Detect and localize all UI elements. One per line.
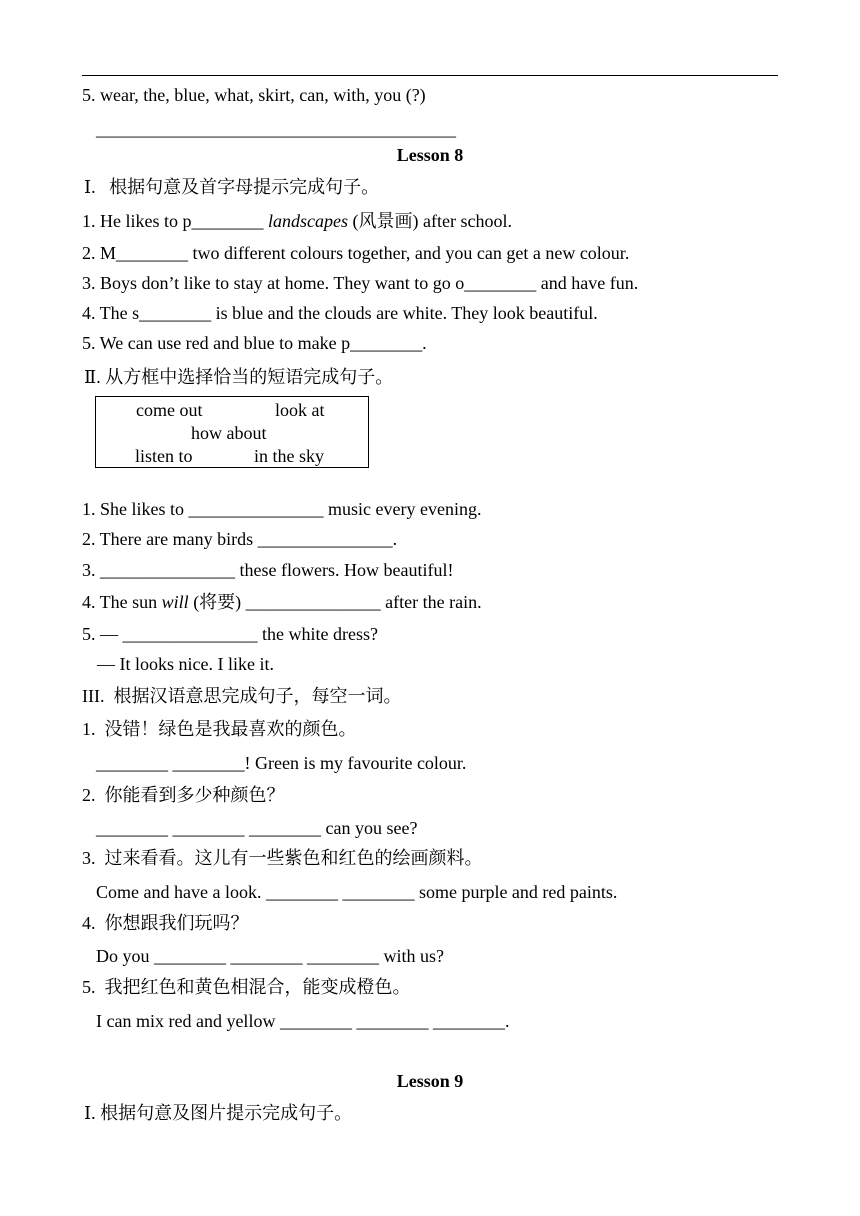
- section-2-heading: Ⅱ. 从方框中选择恰当的短语完成句子。: [84, 367, 394, 387]
- lesson-8-title: Lesson 8: [396, 145, 464, 165]
- phrase-look-at: look at: [275, 400, 325, 420]
- l8-s1-item-5: 5. We can use red and blue to make p________.: [82, 333, 427, 353]
- lesson-9-title: Lesson 9: [396, 1071, 464, 1091]
- l8-s3-item-4-cn: 4. 你想跟我们玩吗？: [82, 913, 249, 933]
- phrase-come-out: come out: [136, 400, 203, 420]
- answer-line: ________________________________________: [96, 119, 456, 139]
- section-3-heading: III. 根据汉语意思完成句子，每空一词。: [82, 686, 402, 706]
- l8-s2-item-5: 5. — _______________ the white dress?: [82, 624, 378, 644]
- l8-s1-item-1: 1. He likes to p________ landscapes (风景画) after school.: [82, 211, 512, 231]
- l8-s3-item-5-en: I can mix red and yellow ________ ________ ________.: [96, 1011, 510, 1031]
- phrase-how-about: how about: [191, 423, 267, 443]
- question-5-scramble: 5. wear, the, blue, what, skirt, can, with, you (?): [82, 85, 426, 105]
- l8-s3-item-3-en: Come and have a look. ________ ________ some purple and red paints.: [96, 882, 618, 902]
- l8-s1-item-3: 3. Boys don’t like to stay at home. They want to go o________ and have fun.: [82, 273, 639, 293]
- l8-s2-item-4: 4. The sun will (将要) _______________ after the rain.: [82, 592, 482, 612]
- l8-s2-item-3: 3. _______________ these flowers. How beautiful!: [82, 560, 454, 580]
- l8-s2-item-5-reply: — It looks nice. I like it.: [97, 654, 274, 674]
- l8-s3-item-1-en: ________ ________! Green is my favourite colour.: [96, 753, 467, 773]
- section-1-heading: Ⅰ. 根据句意及首字母提示完成句子。: [84, 177, 380, 197]
- phrase-in-the-sky: in the sky: [254, 446, 324, 466]
- l8-s3-item-4-en: Do you ________ ________ ________ with us?: [96, 946, 444, 966]
- lesson-9-section-1-heading: Ⅰ. 根据句意及图片提示完成句子。: [84, 1103, 353, 1123]
- l8-s3-item-2-en: ________ ________ ________ can you see?: [96, 818, 418, 838]
- l8-s3-item-1-cn: 1. 没错！绿色是我最喜欢的颜色。: [82, 719, 357, 739]
- top-rule: [82, 75, 778, 76]
- l8-s1-item-4: 4. The s________ is blue and the clouds are white. They look beautiful.: [82, 303, 598, 323]
- l8-s3-item-2-cn: 2. 你能看到多少种颜色？: [82, 785, 285, 805]
- l8-s2-item-2: 2. There are many birds _______________.: [82, 529, 398, 549]
- phrase-box: [95, 396, 369, 468]
- l8-s1-item-2: 2. M________ two different colours together, and you can get a new colour.: [82, 243, 630, 263]
- l8-s3-item-3-cn: 3. 过来看看。这儿有一些紫色和红色的绘画颜料。: [82, 848, 483, 868]
- phrase-listen-to: listen to: [135, 446, 193, 466]
- l8-s2-item-1: 1. She likes to _______________ music every evening.: [82, 499, 482, 519]
- l8-s3-item-5-cn: 5. 我把红色和黄色相混合，能变成橙色。: [82, 977, 411, 997]
